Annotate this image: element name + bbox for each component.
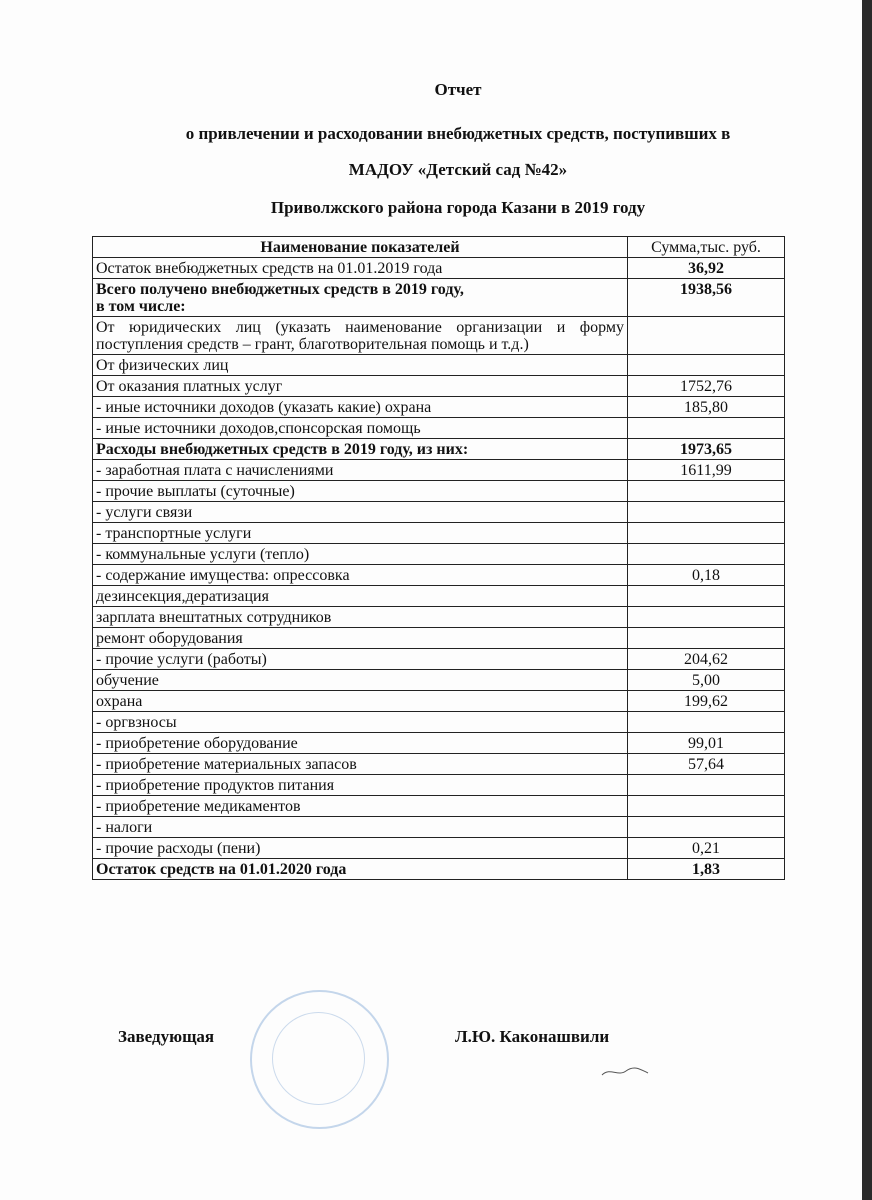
table-row: [93, 565, 785, 586]
row-value: [628, 586, 785, 607]
stamp-inner-ring: [272, 1012, 365, 1105]
row-name-line1: Всего получено внебюджетных средств в 2019 году,: [96, 281, 464, 298]
row-value: [628, 775, 785, 796]
table-row: [93, 481, 785, 502]
table-row: [93, 586, 785, 607]
row-value: [628, 523, 785, 544]
table-row: [93, 733, 785, 754]
row-name: [93, 279, 628, 317]
row-value: [628, 317, 785, 355]
row-name: - приобретение продуктов питания: [93, 775, 628, 796]
row-name: - иные источники доходов,спонсорская помощь: [93, 418, 628, 439]
table-row: [93, 838, 785, 859]
row-name: дезинсекция,дератизация: [93, 586, 628, 607]
row-value: [628, 607, 785, 628]
table-row: [93, 460, 785, 481]
official-stamp: [250, 990, 389, 1129]
row-name: обучение: [93, 670, 628, 691]
report-subtitle: о привлечении и расходовании внебюджетных средств, поступивших в: [185, 124, 731, 143]
district-year: Приволжского района города Казани в 2019 году: [270, 198, 646, 217]
row-value: [628, 544, 785, 565]
row-name: - транспортные услуги: [93, 523, 628, 544]
row-name: - заработная плата с начислениями: [93, 460, 628, 481]
organization-name: МАДОУ «Детский сад №42»: [348, 160, 568, 179]
table-row: [93, 279, 785, 317]
table-header-row: [93, 237, 785, 258]
row-name-line2: в том числе:: [96, 298, 186, 315]
row-value: [628, 418, 785, 439]
table-row: [93, 523, 785, 544]
row-name: - прочие выплаты (суточные): [93, 481, 628, 502]
handwritten-signature: [600, 1065, 650, 1079]
row-name: - содержание имущества: опрессовка: [93, 565, 628, 586]
row-name: Остаток средств на 01.01.2020 года: [93, 859, 628, 880]
row-value: [628, 502, 785, 523]
table-row: [93, 317, 785, 355]
row-value: 99,01: [628, 733, 785, 754]
row-value: 1,83: [628, 859, 785, 880]
row-name: От оказания платных услуг: [93, 376, 628, 397]
table-row: [93, 859, 785, 880]
row-name: Расходы внебюджетных средств в 2019 году, из них:: [93, 439, 628, 460]
table-row: [93, 817, 785, 838]
row-value: 1611,99: [628, 460, 785, 481]
row-value: [628, 628, 785, 649]
table-row: [93, 775, 785, 796]
row-name: зарплата внештатных сотрудников: [93, 607, 628, 628]
row-value: 1938,56: [628, 279, 785, 317]
table-row: [93, 258, 785, 279]
table-row: [93, 712, 785, 733]
table-row: [93, 670, 785, 691]
table-row: [93, 355, 785, 376]
row-value: 204,62: [628, 649, 785, 670]
row-value: [628, 796, 785, 817]
row-name: охрана: [93, 691, 628, 712]
row-value: 185,80: [628, 397, 785, 418]
row-name: Остаток внебюджетных средств на 01.01.2019 года: [93, 258, 628, 279]
report-title: Отчет: [434, 80, 482, 99]
header-sum: Сумма,тыс. руб.: [628, 237, 785, 258]
table-row: [93, 376, 785, 397]
row-name: - налоги: [93, 817, 628, 838]
row-name: - иные источники доходов (указать какие) охрана: [93, 397, 628, 418]
row-name: - приобретение оборудование: [93, 733, 628, 754]
row-name: - коммунальные услуги (тепло): [93, 544, 628, 565]
row-name: ремонт оборудования: [93, 628, 628, 649]
table-row: [93, 796, 785, 817]
table-row: [93, 649, 785, 670]
row-value: 36,92: [628, 258, 785, 279]
signature-role: Заведующая: [118, 1027, 215, 1046]
scan-edge: [862, 0, 872, 1200]
row-value: 1752,76: [628, 376, 785, 397]
table-row: [93, 691, 785, 712]
row-value: 199,62: [628, 691, 785, 712]
row-value: 0,18: [628, 565, 785, 586]
signature-name: Л.Ю. Каконашвили: [455, 1027, 610, 1046]
header-name: Наименование показателей: [93, 237, 628, 258]
table-row: [93, 502, 785, 523]
row-name: - прочие расходы (пени): [93, 838, 628, 859]
row-value: [628, 481, 785, 502]
row-name: - приобретение материальных запасов: [93, 754, 628, 775]
row-name: - услуги связи: [93, 502, 628, 523]
row-name: От юридических лиц (указать наименование организации и форму поступления средств – грант, благотворительная помощь и т.д.): [93, 317, 628, 355]
row-value: 1973,65: [628, 439, 785, 460]
row-name: От физических лиц: [93, 355, 628, 376]
table-row: [93, 418, 785, 439]
row-value: [628, 712, 785, 733]
row-value: [628, 817, 785, 838]
row-value: 0,21: [628, 838, 785, 859]
table-row: [93, 628, 785, 649]
row-name: - оргвзносы: [93, 712, 628, 733]
row-value: 5,00: [628, 670, 785, 691]
table-row: [93, 544, 785, 565]
report-table: [92, 236, 785, 880]
table-row: [93, 754, 785, 775]
table-row: [93, 607, 785, 628]
table-row: [93, 439, 785, 460]
row-name: - прочие услуги (работы): [93, 649, 628, 670]
row-value: 57,64: [628, 754, 785, 775]
row-value: [628, 355, 785, 376]
table-row: [93, 397, 785, 418]
row-name: - приобретение медикаментов: [93, 796, 628, 817]
